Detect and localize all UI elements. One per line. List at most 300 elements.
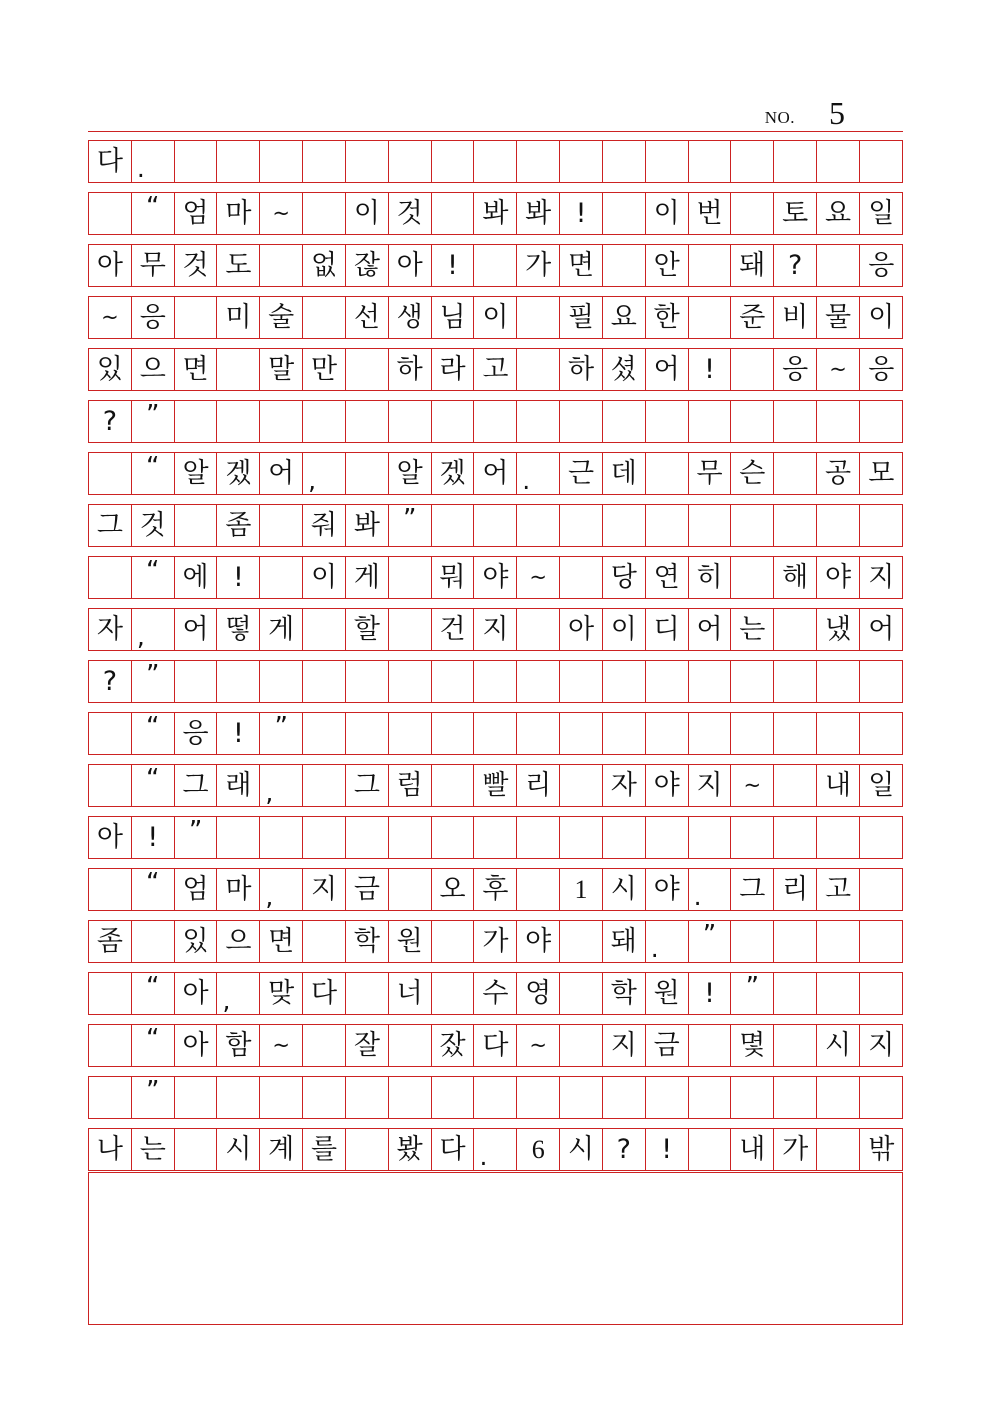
- manuscript-cell-empty[interactable]: [774, 505, 817, 546]
- manuscript-cell[interactable]: 내: [731, 1129, 774, 1170]
- manuscript-cell-empty[interactable]: [346, 1077, 389, 1118]
- manuscript-cell[interactable]: 당: [603, 557, 646, 598]
- manuscript-cell-empty[interactable]: [303, 921, 346, 962]
- manuscript-cell-empty[interactable]: [175, 401, 218, 442]
- manuscript-cell[interactable]: 게: [260, 609, 303, 650]
- manuscript-cell[interactable]: 라: [432, 349, 475, 390]
- manuscript-cell-empty[interactable]: [132, 921, 175, 962]
- manuscript-cell[interactable]: 뭐: [432, 557, 475, 598]
- manuscript-cell[interactable]: 가: [474, 921, 517, 962]
- manuscript-cell-empty[interactable]: [774, 141, 817, 182]
- manuscript-cell-empty[interactable]: [817, 713, 860, 754]
- manuscript-cell-empty[interactable]: [517, 297, 560, 338]
- manuscript-cell[interactable]: 금: [646, 1025, 689, 1066]
- manuscript-cell[interactable]: 함: [217, 1025, 260, 1066]
- manuscript-cell-empty[interactable]: [774, 1077, 817, 1118]
- manuscript-cell-empty[interactable]: [389, 817, 432, 858]
- manuscript-cell[interactable]: 1: [560, 869, 603, 910]
- manuscript-cell[interactable]: 나: [89, 1129, 132, 1170]
- manuscript-cell-empty[interactable]: [774, 609, 817, 650]
- manuscript-cell[interactable]: 가: [517, 245, 560, 286]
- manuscript-cell[interactable]: “: [132, 973, 175, 1014]
- manuscript-cell[interactable]: .: [517, 453, 560, 494]
- manuscript-cell-empty[interactable]: [774, 453, 817, 494]
- manuscript-cell[interactable]: 알: [175, 453, 218, 494]
- manuscript-cell-empty[interactable]: [432, 661, 475, 702]
- manuscript-cell[interactable]: 아: [389, 245, 432, 286]
- manuscript-cell[interactable]: 아: [560, 609, 603, 650]
- manuscript-cell[interactable]: 럼: [389, 765, 432, 806]
- manuscript-cell[interactable]: 데: [603, 453, 646, 494]
- manuscript-cell[interactable]: 으: [132, 349, 175, 390]
- manuscript-cell-empty[interactable]: [303, 297, 346, 338]
- manuscript-cell[interactable]: 으: [217, 921, 260, 962]
- manuscript-cell[interactable]: !: [689, 973, 732, 1014]
- manuscript-cell[interactable]: 그: [731, 869, 774, 910]
- manuscript-cell-empty[interactable]: [817, 921, 860, 962]
- manuscript-cell-empty[interactable]: [731, 921, 774, 962]
- manuscript-cell-empty[interactable]: [260, 401, 303, 442]
- manuscript-cell[interactable]: 것: [389, 193, 432, 234]
- manuscript-cell-empty[interactable]: [731, 817, 774, 858]
- manuscript-cell-empty[interactable]: [217, 661, 260, 702]
- manuscript-cell-empty[interactable]: [731, 141, 774, 182]
- manuscript-cell[interactable]: 도: [217, 245, 260, 286]
- manuscript-cell[interactable]: 내: [817, 765, 860, 806]
- manuscript-cell[interactable]: 어: [474, 453, 517, 494]
- manuscript-cell-empty[interactable]: [432, 765, 475, 806]
- manuscript-cell[interactable]: “: [132, 557, 175, 598]
- manuscript-cell-empty[interactable]: [560, 817, 603, 858]
- manuscript-cell[interactable]: 요: [603, 297, 646, 338]
- manuscript-cell[interactable]: 좀: [217, 505, 260, 546]
- manuscript-cell-empty[interactable]: [217, 817, 260, 858]
- manuscript-cell[interactable]: 원: [646, 973, 689, 1014]
- manuscript-cell[interactable]: 빨: [474, 765, 517, 806]
- manuscript-cell-empty[interactable]: [603, 141, 646, 182]
- manuscript-cell-empty[interactable]: [303, 765, 346, 806]
- manuscript-cell-empty[interactable]: [474, 505, 517, 546]
- manuscript-cell-empty[interactable]: [303, 609, 346, 650]
- manuscript-cell-empty[interactable]: [303, 1025, 346, 1066]
- manuscript-cell-empty[interactable]: [646, 713, 689, 754]
- manuscript-cell-empty[interactable]: [774, 401, 817, 442]
- manuscript-cell[interactable]: 없: [303, 245, 346, 286]
- manuscript-cell[interactable]: 연: [646, 557, 689, 598]
- manuscript-cell[interactable]: 이: [474, 297, 517, 338]
- manuscript-cell-empty[interactable]: [646, 817, 689, 858]
- manuscript-cell[interactable]: 아: [89, 245, 132, 286]
- manuscript-cell-empty[interactable]: [646, 141, 689, 182]
- manuscript-cell-empty[interactable]: [817, 973, 860, 1014]
- manuscript-cell-empty[interactable]: [560, 557, 603, 598]
- manuscript-cell[interactable]: 야: [817, 557, 860, 598]
- manuscript-cell-empty[interactable]: [560, 505, 603, 546]
- manuscript-cell-empty[interactable]: [603, 713, 646, 754]
- manuscript-cell-empty[interactable]: [817, 817, 860, 858]
- manuscript-cell[interactable]: “: [132, 713, 175, 754]
- manuscript-cell[interactable]: 있: [89, 349, 132, 390]
- manuscript-cell[interactable]: 야: [474, 557, 517, 598]
- manuscript-cell[interactable]: 그: [346, 765, 389, 806]
- manuscript-cell[interactable]: 게: [346, 557, 389, 598]
- manuscript-cell-empty[interactable]: [432, 505, 475, 546]
- manuscript-cell-empty[interactable]: [432, 973, 475, 1014]
- manuscript-cell-empty[interactable]: [860, 973, 903, 1014]
- manuscript-cell[interactable]: 야: [517, 921, 560, 962]
- manuscript-cell-empty[interactable]: [517, 609, 560, 650]
- manuscript-cell[interactable]: 요: [817, 193, 860, 234]
- manuscript-cell[interactable]: ,: [217, 973, 260, 1014]
- manuscript-cell[interactable]: 디: [646, 609, 689, 650]
- manuscript-cell[interactable]: 에: [175, 557, 218, 598]
- manuscript-cell-empty[interactable]: [689, 141, 732, 182]
- manuscript-cell-empty[interactable]: [389, 1077, 432, 1118]
- manuscript-cell[interactable]: 응: [868, 250, 895, 281]
- manuscript-cell[interactable]: ?: [774, 245, 817, 286]
- manuscript-cell-empty[interactable]: [260, 557, 303, 598]
- manuscript-cell-empty[interactable]: [517, 713, 560, 754]
- manuscript-cell[interactable]: 봤: [389, 1129, 432, 1170]
- manuscript-cell[interactable]: 님: [432, 297, 475, 338]
- manuscript-cell[interactable]: 봐: [474, 193, 517, 234]
- manuscript-cell[interactable]: 가: [774, 1129, 817, 1170]
- manuscript-cell[interactable]: “: [132, 765, 175, 806]
- manuscript-cell[interactable]: 봐: [517, 193, 560, 234]
- manuscript-cell-empty[interactable]: [389, 141, 432, 182]
- manuscript-cell-empty[interactable]: [260, 817, 303, 858]
- manuscript-cell[interactable]: 아: [175, 1025, 218, 1066]
- manuscript-cell[interactable]: 건: [432, 609, 475, 650]
- manuscript-cell[interactable]: 를: [303, 1129, 346, 1170]
- manuscript-cell[interactable]: 는: [132, 1129, 175, 1170]
- manuscript-cell[interactable]: 자: [89, 609, 132, 650]
- manuscript-cell[interactable]: 이: [346, 193, 389, 234]
- manuscript-cell[interactable]: 다: [89, 141, 132, 182]
- manuscript-cell-empty[interactable]: [603, 1077, 646, 1118]
- manuscript-cell-empty[interactable]: [517, 349, 560, 390]
- manuscript-cell[interactable]: 비: [774, 297, 817, 338]
- manuscript-cell-empty[interactable]: [389, 1025, 432, 1066]
- manuscript-cell-empty[interactable]: [89, 869, 132, 910]
- manuscript-cell-empty[interactable]: [774, 817, 817, 858]
- manuscript-cell-empty[interactable]: [560, 661, 603, 702]
- manuscript-cell[interactable]: 수: [474, 973, 517, 1014]
- manuscript-cell-empty[interactable]: [731, 349, 774, 390]
- manuscript-cell[interactable]: !: [132, 817, 175, 858]
- manuscript-cell[interactable]: 후: [474, 869, 517, 910]
- manuscript-cell-empty[interactable]: [817, 1129, 860, 1170]
- manuscript-cell[interactable]: 는: [731, 609, 774, 650]
- manuscript-cell-empty[interactable]: [860, 817, 903, 858]
- manuscript-cell-empty[interactable]: [817, 661, 860, 702]
- manuscript-cell[interactable]: ”: [132, 661, 175, 702]
- manuscript-cell[interactable]: 마: [217, 869, 260, 910]
- manuscript-cell[interactable]: ”: [132, 401, 175, 442]
- manuscript-cell[interactable]: 그: [175, 765, 218, 806]
- manuscript-cell-empty[interactable]: [646, 505, 689, 546]
- manuscript-cell-empty[interactable]: [603, 661, 646, 702]
- manuscript-cell[interactable]: 지: [868, 1030, 895, 1061]
- manuscript-cell-empty[interactable]: [389, 401, 432, 442]
- manuscript-cell[interactable]: ,: [303, 453, 346, 494]
- manuscript-cell[interactable]: 말: [260, 349, 303, 390]
- manuscript-cell-empty[interactable]: [260, 1077, 303, 1118]
- manuscript-cell-empty[interactable]: [303, 817, 346, 858]
- manuscript-cell[interactable]: ”: [731, 973, 774, 1014]
- manuscript-cell[interactable]: 다: [303, 973, 346, 1014]
- manuscript-cell[interactable]: 어: [175, 609, 218, 650]
- manuscript-cell[interactable]: 어: [689, 609, 732, 650]
- manuscript-cell[interactable]: 무: [689, 453, 732, 494]
- manuscript-cell-empty[interactable]: [689, 1025, 732, 1066]
- manuscript-cell-empty[interactable]: [260, 141, 303, 182]
- manuscript-cell[interactable]: ,: [260, 869, 303, 910]
- manuscript-cell[interactable]: 하: [560, 349, 603, 390]
- manuscript-cell[interactable]: 겠: [217, 453, 260, 494]
- manuscript-cell[interactable]: 고: [817, 869, 860, 910]
- manuscript-cell-empty[interactable]: [560, 973, 603, 1014]
- manuscript-cell-empty[interactable]: [346, 661, 389, 702]
- manuscript-cell-empty[interactable]: [346, 349, 389, 390]
- manuscript-cell[interactable]: ”: [132, 1077, 175, 1118]
- manuscript-cell-empty[interactable]: [517, 141, 560, 182]
- manuscript-cell[interactable]: 계: [260, 1129, 303, 1170]
- manuscript-cell-empty[interactable]: [217, 141, 260, 182]
- manuscript-cell-empty[interactable]: [389, 869, 432, 910]
- manuscript-cell[interactable]: 야: [646, 765, 689, 806]
- manuscript-cell[interactable]: 지: [603, 1025, 646, 1066]
- manuscript-cell[interactable]: 엄: [175, 193, 218, 234]
- manuscript-cell[interactable]: 돼: [603, 921, 646, 962]
- manuscript-cell[interactable]: 이: [646, 193, 689, 234]
- manuscript-cell[interactable]: 아: [89, 817, 132, 858]
- manuscript-cell[interactable]: 한: [646, 297, 689, 338]
- manuscript-cell[interactable]: 일: [868, 198, 895, 229]
- manuscript-cell[interactable]: ,: [260, 765, 303, 806]
- manuscript-cell-empty[interactable]: [89, 1025, 132, 1066]
- manuscript-cell[interactable]: 어: [868, 614, 895, 645]
- manuscript-cell[interactable]: 면: [560, 245, 603, 286]
- manuscript-cell-empty[interactable]: [260, 505, 303, 546]
- manuscript-cell[interactable]: ~: [517, 557, 560, 598]
- manuscript-cell[interactable]: 잖: [346, 245, 389, 286]
- manuscript-cell-empty[interactable]: [260, 245, 303, 286]
- manuscript-cell[interactable]: 일: [868, 770, 895, 801]
- manuscript-cell[interactable]: 시: [560, 1129, 603, 1170]
- manuscript-cell[interactable]: 필: [560, 297, 603, 338]
- manuscript-cell[interactable]: 봐: [346, 505, 389, 546]
- manuscript-cell[interactable]: 슨: [731, 453, 774, 494]
- manuscript-cell-empty[interactable]: [560, 1025, 603, 1066]
- manuscript-cell-empty[interactable]: [217, 401, 260, 442]
- manuscript-cell[interactable]: ~: [89, 297, 132, 338]
- manuscript-cell[interactable]: 좀: [89, 921, 132, 962]
- manuscript-cell-empty[interactable]: [731, 713, 774, 754]
- manuscript-cell[interactable]: 리: [517, 765, 560, 806]
- manuscript-cell-empty[interactable]: [389, 713, 432, 754]
- manuscript-cell[interactable]: 물: [817, 297, 860, 338]
- manuscript-cell[interactable]: 리: [774, 869, 817, 910]
- manuscript-cell-empty[interactable]: [689, 713, 732, 754]
- manuscript-cell-empty[interactable]: [603, 817, 646, 858]
- manuscript-cell-empty[interactable]: [303, 1077, 346, 1118]
- manuscript-cell[interactable]: ~: [260, 193, 303, 234]
- manuscript-cell-empty[interactable]: [689, 1129, 732, 1170]
- manuscript-cell-empty[interactable]: [474, 661, 517, 702]
- manuscript-cell[interactable]: 시: [817, 1025, 860, 1066]
- manuscript-cell-empty[interactable]: [89, 765, 132, 806]
- manuscript-cell[interactable]: !: [217, 713, 260, 754]
- manuscript-cell[interactable]: ?: [603, 1129, 646, 1170]
- manuscript-cell[interactable]: 지: [689, 765, 732, 806]
- manuscript-cell-empty[interactable]: [432, 1077, 475, 1118]
- manuscript-cell-empty[interactable]: [303, 713, 346, 754]
- manuscript-cell-empty[interactable]: [860, 661, 903, 702]
- manuscript-cell-empty[interactable]: [817, 401, 860, 442]
- manuscript-cell[interactable]: 어: [260, 453, 303, 494]
- manuscript-cell[interactable]: 돼: [731, 245, 774, 286]
- manuscript-cell[interactable]: 안: [646, 245, 689, 286]
- manuscript-cell[interactable]: 영: [517, 973, 560, 1014]
- manuscript-cell[interactable]: 하: [389, 349, 432, 390]
- manuscript-cell-empty[interactable]: [346, 141, 389, 182]
- manuscript-cell[interactable]: .: [646, 921, 689, 962]
- manuscript-cell-empty[interactable]: [560, 401, 603, 442]
- manuscript-cell[interactable]: 것: [132, 505, 175, 546]
- manuscript-cell[interactable]: 자: [603, 765, 646, 806]
- manuscript-cell-empty[interactable]: [175, 661, 218, 702]
- manuscript-cell[interactable]: 것: [175, 245, 218, 286]
- manuscript-cell-empty[interactable]: [432, 713, 475, 754]
- manuscript-cell[interactable]: 야: [646, 869, 689, 910]
- manuscript-cell[interactable]: !: [646, 1129, 689, 1170]
- manuscript-cell-empty[interactable]: [646, 1077, 689, 1118]
- manuscript-cell-empty[interactable]: [432, 401, 475, 442]
- manuscript-cell-empty[interactable]: [389, 557, 432, 598]
- manuscript-cell-empty[interactable]: [389, 609, 432, 650]
- manuscript-cell-empty[interactable]: [860, 869, 903, 910]
- manuscript-cell[interactable]: 면: [175, 349, 218, 390]
- manuscript-cell[interactable]: ”: [389, 505, 432, 546]
- manuscript-cell[interactable]: 셨: [603, 349, 646, 390]
- manuscript-cell-empty[interactable]: [517, 817, 560, 858]
- manuscript-cell[interactable]: !: [217, 557, 260, 598]
- manuscript-cell[interactable]: 그: [89, 505, 132, 546]
- manuscript-cell[interactable]: 해: [774, 557, 817, 598]
- manuscript-cell[interactable]: 다: [432, 1129, 475, 1170]
- manuscript-cell-empty[interactable]: [731, 193, 774, 234]
- manuscript-cell-empty[interactable]: [774, 661, 817, 702]
- manuscript-cell[interactable]: 알: [389, 453, 432, 494]
- manuscript-cell[interactable]: 금: [346, 869, 389, 910]
- manuscript-cell-empty[interactable]: [817, 245, 860, 286]
- manuscript-cell-empty[interactable]: [860, 1077, 903, 1118]
- manuscript-cell-empty[interactable]: [774, 713, 817, 754]
- manuscript-cell-empty[interactable]: [217, 349, 260, 390]
- manuscript-cell-empty[interactable]: [517, 505, 560, 546]
- manuscript-cell-empty[interactable]: [860, 141, 903, 182]
- manuscript-cell[interactable]: 응: [868, 354, 895, 385]
- manuscript-cell-empty[interactable]: [689, 245, 732, 286]
- manuscript-cell-empty[interactable]: [346, 401, 389, 442]
- manuscript-cell-empty[interactable]: [603, 193, 646, 234]
- manuscript-cell[interactable]: 할: [346, 609, 389, 650]
- manuscript-cell[interactable]: 토: [774, 193, 817, 234]
- manuscript-cell-empty[interactable]: [560, 713, 603, 754]
- manuscript-cell[interactable]: ?: [89, 401, 132, 442]
- manuscript-cell[interactable]: 지: [303, 869, 346, 910]
- manuscript-cell-empty[interactable]: [689, 817, 732, 858]
- manuscript-cell-empty[interactable]: [432, 921, 475, 962]
- manuscript-cell-empty[interactable]: [474, 401, 517, 442]
- manuscript-cell-empty[interactable]: [303, 141, 346, 182]
- manuscript-cell[interactable]: 이: [303, 557, 346, 598]
- manuscript-cell-empty[interactable]: [646, 661, 689, 702]
- manuscript-cell[interactable]: 생: [389, 297, 432, 338]
- manuscript-cell[interactable]: 근: [560, 453, 603, 494]
- manuscript-cell-empty[interactable]: [175, 1077, 218, 1118]
- manuscript-cell-empty[interactable]: [346, 713, 389, 754]
- manuscript-cell-empty[interactable]: [646, 401, 689, 442]
- manuscript-cell-empty[interactable]: [689, 661, 732, 702]
- manuscript-cell-empty[interactable]: [346, 453, 389, 494]
- manuscript-cell[interactable]: “: [132, 193, 175, 234]
- manuscript-cell-empty[interactable]: [175, 505, 218, 546]
- manuscript-cell-empty[interactable]: [731, 1077, 774, 1118]
- manuscript-cell[interactable]: 모: [868, 458, 895, 489]
- manuscript-cell-empty[interactable]: [860, 921, 903, 962]
- manuscript-cell-empty[interactable]: [517, 1077, 560, 1118]
- manuscript-cell[interactable]: 응: [175, 713, 218, 754]
- manuscript-cell[interactable]: 술: [260, 297, 303, 338]
- manuscript-cell-empty[interactable]: [689, 401, 732, 442]
- manuscript-cell[interactable]: ”: [260, 713, 303, 754]
- manuscript-cell-empty[interactable]: [731, 557, 774, 598]
- manuscript-cell-empty[interactable]: [432, 193, 475, 234]
- manuscript-cell-empty[interactable]: [175, 141, 218, 182]
- manuscript-cell[interactable]: 6: [517, 1129, 560, 1170]
- manuscript-cell[interactable]: 이: [868, 302, 895, 333]
- manuscript-cell[interactable]: 준: [731, 297, 774, 338]
- manuscript-cell[interactable]: “: [132, 453, 175, 494]
- manuscript-cell-empty[interactable]: [817, 141, 860, 182]
- manuscript-cell-empty[interactable]: [860, 713, 903, 754]
- manuscript-cell-empty[interactable]: [774, 973, 817, 1014]
- manuscript-cell-empty[interactable]: [817, 1077, 860, 1118]
- manuscript-cell[interactable]: 아: [175, 973, 218, 1014]
- manuscript-cell-empty[interactable]: [432, 817, 475, 858]
- manuscript-cell-empty[interactable]: [89, 713, 132, 754]
- manuscript-cell-empty[interactable]: [474, 245, 517, 286]
- manuscript-cell[interactable]: 떻: [217, 609, 260, 650]
- manuscript-cell-empty[interactable]: [346, 1129, 389, 1170]
- manuscript-cell-empty[interactable]: [260, 661, 303, 702]
- manuscript-cell[interactable]: 면: [260, 921, 303, 962]
- manuscript-cell-empty[interactable]: [689, 1077, 732, 1118]
- manuscript-cell[interactable]: ,: [132, 609, 175, 650]
- manuscript-cell-empty[interactable]: [560, 921, 603, 962]
- manuscript-cell[interactable]: !: [689, 349, 732, 390]
- manuscript-cell[interactable]: 만: [303, 349, 346, 390]
- manuscript-cell[interactable]: 공: [817, 453, 860, 494]
- manuscript-cell[interactable]: !: [560, 193, 603, 234]
- manuscript-cell-empty[interactable]: [346, 817, 389, 858]
- manuscript-cell-empty[interactable]: [474, 1077, 517, 1118]
- manuscript-cell-empty[interactable]: [603, 245, 646, 286]
- manuscript-cell-empty[interactable]: [689, 505, 732, 546]
- manuscript-cell[interactable]: ”: [689, 921, 732, 962]
